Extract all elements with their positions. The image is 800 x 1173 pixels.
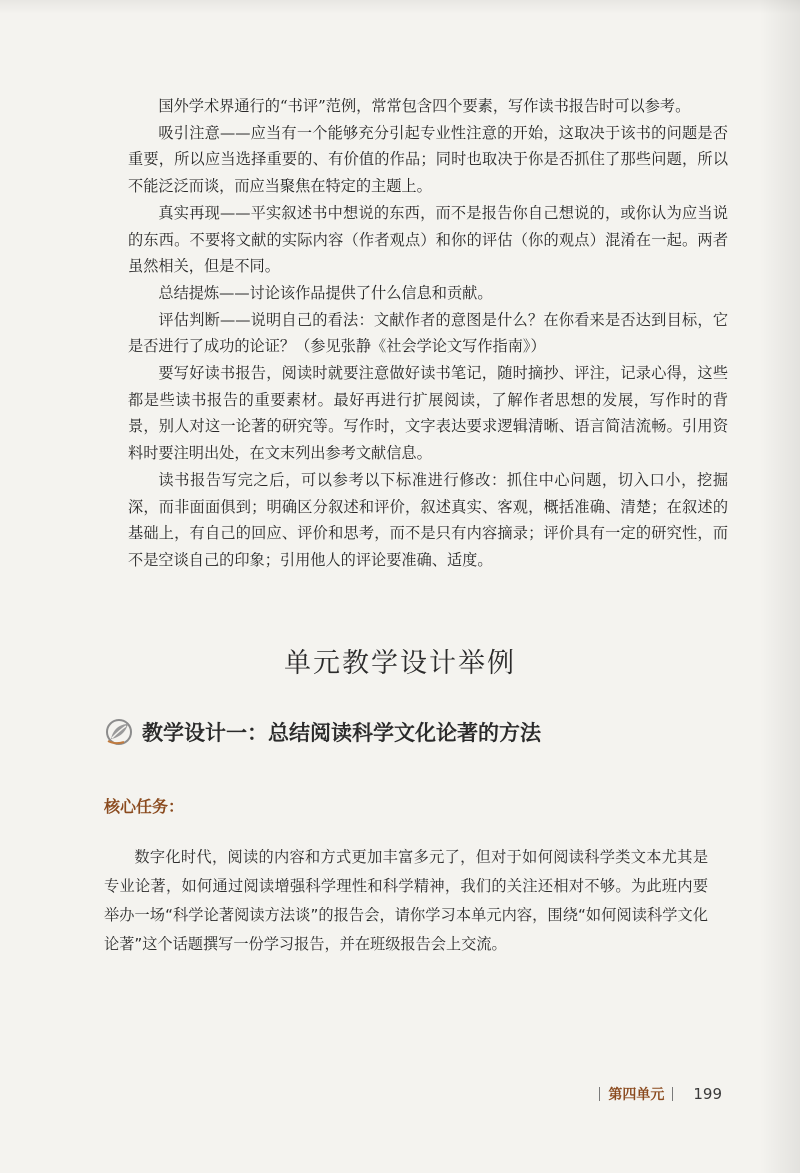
unit-design-heading: 单元教学设计举例 xyxy=(284,648,516,679)
footer-divider-right xyxy=(672,1087,673,1101)
design-one-title: 教学设计一：总结阅读科学文化论著的方法 xyxy=(142,721,541,745)
leaf-swirl-icon xyxy=(104,717,134,747)
core-task-description xyxy=(104,843,708,959)
footer-divider-left xyxy=(599,1087,600,1101)
core-task-label: 核心任务： xyxy=(104,797,185,816)
page-footer xyxy=(591,1084,722,1104)
paragraph-evaluation: 评估判断——说明自己的看法：文献作者的意图是什么？在你看来是否达到目标，它是否进行了成功的论证？（参见张静《社会学论文写作指南》） xyxy=(128,310,728,356)
book-review-guidance xyxy=(128,93,728,574)
core-task-paragraph: 数字化时代，阅读的内容和方式更加丰富多元了，但对于如何阅读科学类文本尤其是专业论著，如何通过阅读增强科学理性和科学精神，我们的关注还相对不够。为此班内要举办一场“科学论著阅读方法谈”的报告会，请你学习本单元内容，围绕“如何阅读科学文化论著”这个话题撰写一份学习报告，并在班级报告会上交流。 xyxy=(104,848,708,953)
page-binding-shadow xyxy=(760,0,800,1173)
page-top-edge xyxy=(0,0,800,14)
paragraph-faithful-representation: 真实再现——平实叙述书中想说的东西，而不是报告你自己想说的，或你认为应当说的东西。不要将文献的实际内容（作者观点）和你的评估（你的观点）混淆在一起。两者虽然相关，但是不同。 xyxy=(128,203,728,276)
paragraph-summary: 总结提炼——讨论该作品提供了什么信息和贡献。 xyxy=(158,283,493,302)
paragraph-writing-tips: 要写好读书报告，阅读时就要注意做好读书笔记，随时摘抄、评注，记录心得，这些都是些读书报告的重要素材。最好再进行扩展阅读，了解作者思想的发展，写作时的背景，别人对这一论著的研究等。写作时，文字表达要求逻辑清晰、语言简洁流畅。引用资料时要注明出处，在文末列出参考文献信息。 xyxy=(128,364,728,463)
paragraph-attract-attention: 吸引注意——应当有一个能够充分引起专业性注意的开始，这取决于该书的问题是否重要，所以应当选择重要的、有价值的作品；同时也取决于你是否抓住了那些问题，所以不能泛泛而谈，而应当聚焦在特定的主题上。 xyxy=(128,123,728,196)
paragraph-revision-criteria: 读书报告写完之后，可以参考以下标准进行修改：抓住中心问题，切入口小，挖掘深，而非面面俱到；明确区分叙述和评价，叙述真实、客观，概括准确、清楚；在叙述的基础上，有自己的回应、评价和思考，而不是只有内容摘录；评价具有一定的研究性，而不是空谈自己的印象；引用他人的评论要准确、适度。 xyxy=(128,470,728,569)
page-number: 199 xyxy=(693,1085,722,1103)
footer-unit-label: 第四单元 xyxy=(608,1087,665,1103)
design-one-heading xyxy=(104,714,541,750)
paragraph-intro: 国外学术界通行的“书评”范例，常常包含四个要素，写作读书报告时可以参考。 xyxy=(158,97,691,115)
